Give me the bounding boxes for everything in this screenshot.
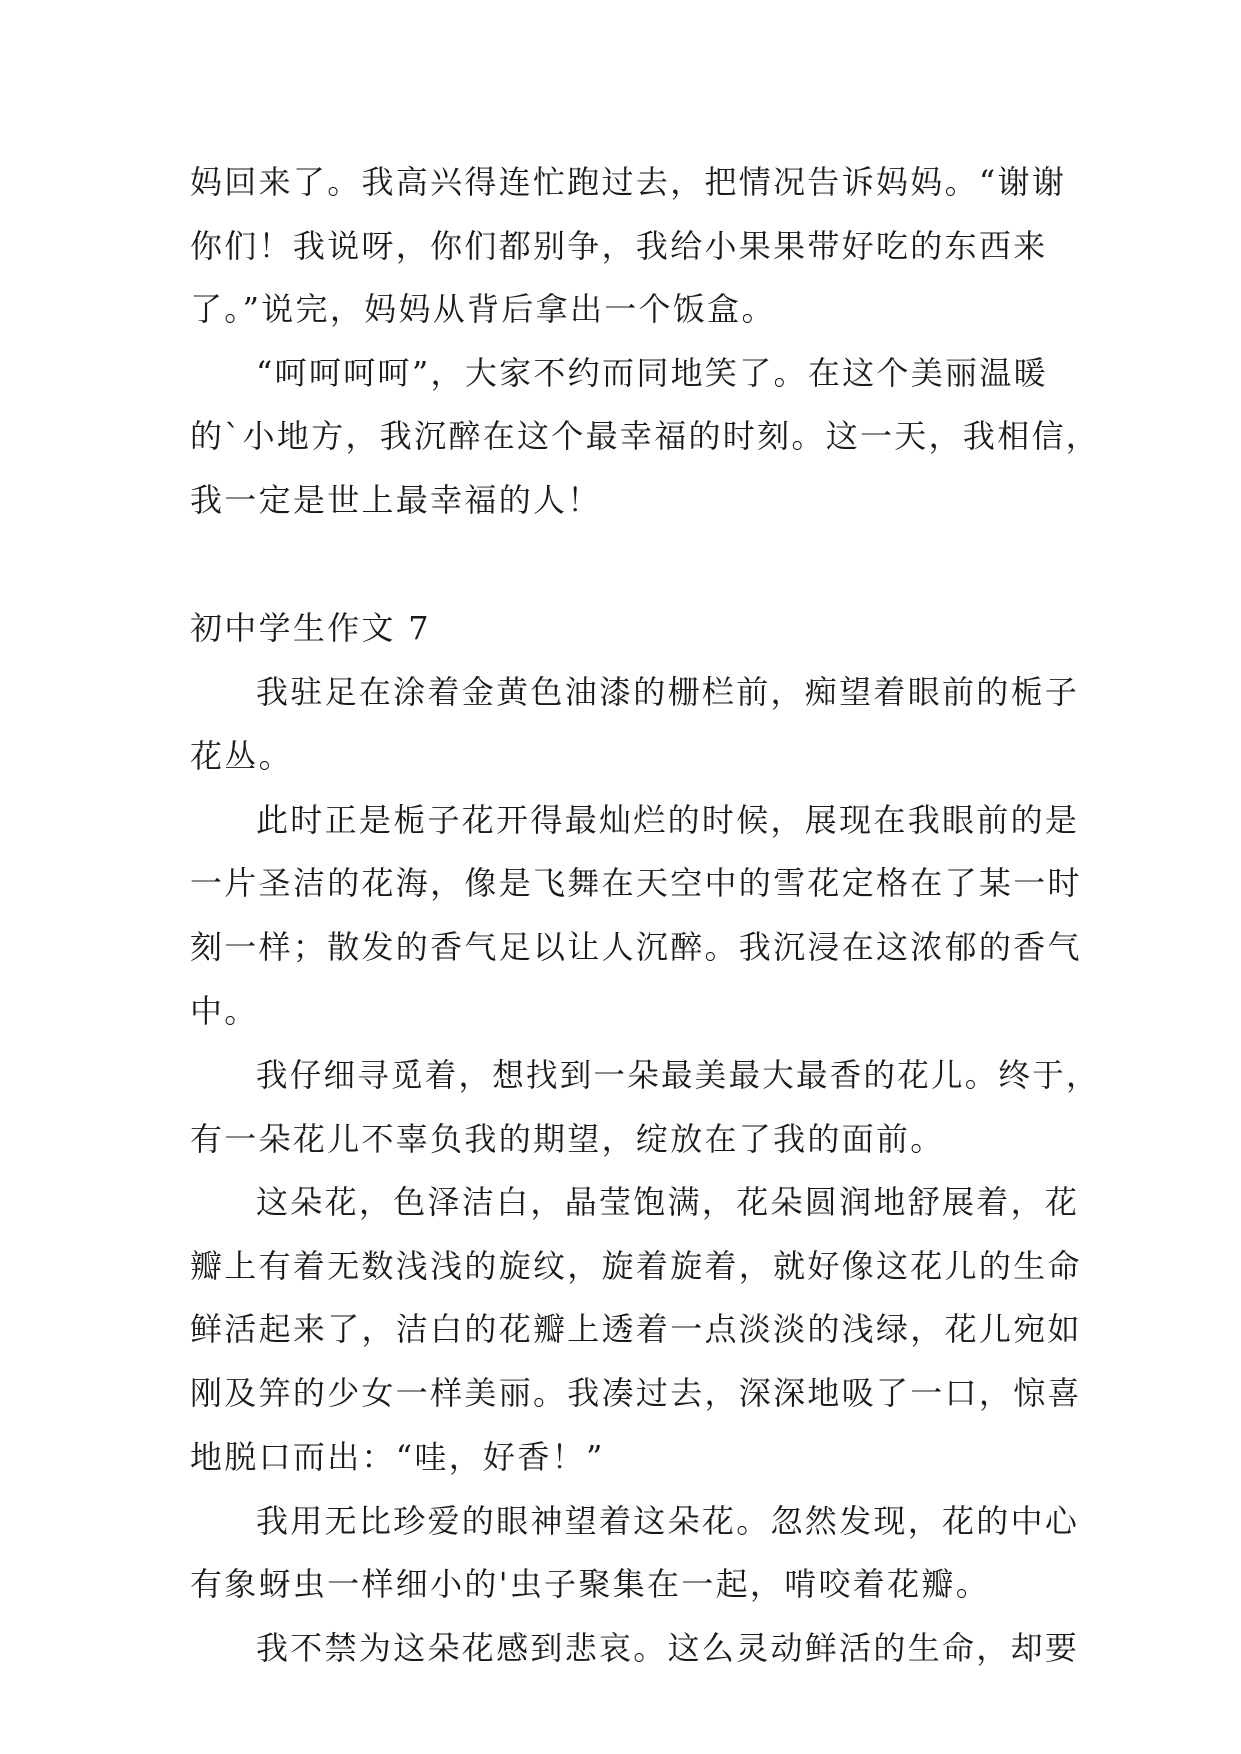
text-line: 中。 xyxy=(190,992,259,1030)
text-line: 我不禁为这朵花感到悲哀。这么灵动鲜活的生命，却要 xyxy=(256,1629,1080,1667)
text-line: 的`小地方，我沉醉在这个最幸福的时刻。这一天，我相信， xyxy=(190,417,1101,455)
text-line: 刚及笄的少女一样美丽。我凑过去，深深地吸了一口，惊喜 xyxy=(190,1374,1082,1412)
text-line: 了。”说完，妈妈从背后拿出一个饭盒。 xyxy=(190,290,776,328)
text-line: 这朵花，色泽洁白，晶莹饱满，花朵圆润地舒展着，花 xyxy=(256,1183,1080,1221)
text-line: 鲜活起来了，洁白的花瓣上透着一点淡淡的浅绿，花儿宛如 xyxy=(190,1310,1082,1348)
text-line: 我一定是世上最幸福的人！ xyxy=(190,481,602,519)
text-line: 我用无比珍爱的眼神望着这朵花。忽然发现，花的中心 xyxy=(256,1502,1080,1540)
text-line: 有象蚜虫一样细小的'虫子聚集在一起，啃咬着花瓣。 xyxy=(190,1565,990,1603)
text-line: 妈回来了。我高兴得连忙跑过去，把情况告诉妈妈。“谢谢 xyxy=(190,163,1067,201)
text-line: 地脱口而出：“哇，好香！” xyxy=(190,1438,605,1476)
text-line: 花丛。 xyxy=(190,737,293,775)
text-line: 此时正是栀子花开得最灿烂的时候，展现在我眼前的是 xyxy=(256,801,1080,839)
text-line: “呵呵呵呵”，大家不约而同地笑了。在这个美丽温暖 xyxy=(256,354,1048,392)
text-line: 我仔细寻觅着，想找到一朵最美最大最香的花儿。终于， xyxy=(256,1056,1100,1094)
section-heading: 初中学生作文 7 xyxy=(190,609,431,647)
text-line: 一片圣洁的花海，像是飞舞在天空中的雪花定格在了某一时 xyxy=(190,864,1082,902)
text-line: 刻一样；散发的香气足以让人沉醉。我沉浸在这浓郁的香气 xyxy=(190,928,1082,966)
text-line: 瓣上有着无数浅浅的旋纹，旋着旋着，就好像这花儿的生命 xyxy=(190,1247,1082,1285)
text-line: 我驻足在涂着金黄色油漆的栅栏前，痴望着眼前的栀子 xyxy=(256,673,1080,711)
text-line: 有一朵花儿不辜负我的期望，绽放在了我的面前。 xyxy=(190,1120,945,1158)
text-line: 你们！我说呀，你们都别争，我给小果果带好吃的东西来 xyxy=(190,227,1048,265)
